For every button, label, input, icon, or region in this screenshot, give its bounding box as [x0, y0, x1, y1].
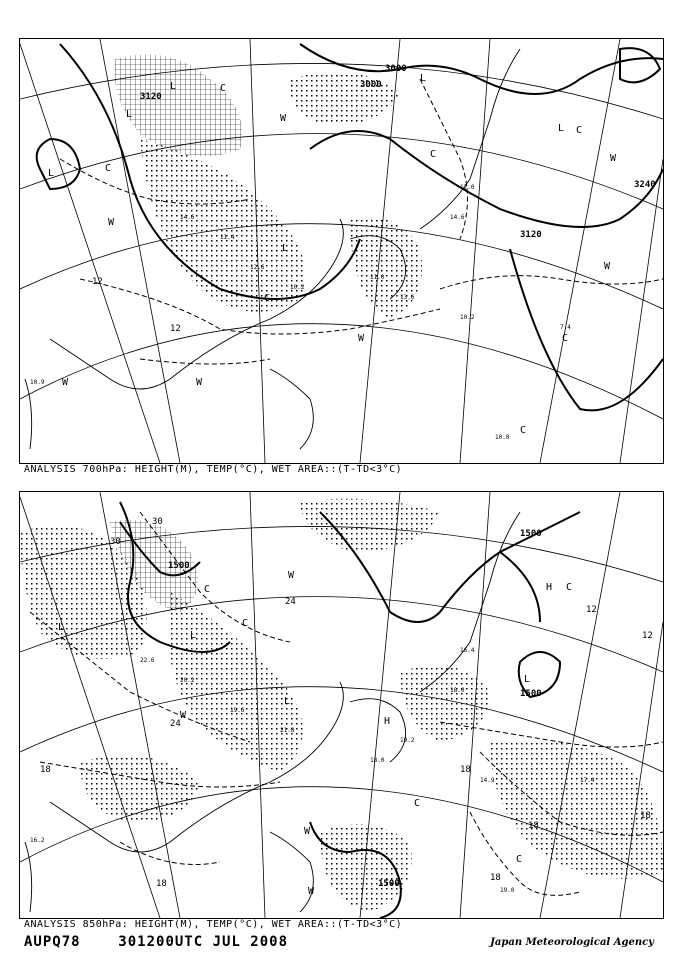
temp-label: 30: [110, 537, 121, 547]
svg-text:10.9: 10.9: [30, 379, 45, 386]
svg-text:10.0: 10.0: [495, 434, 510, 441]
map-panel-700hpa: [19, 38, 664, 464]
low-center: L: [126, 109, 133, 120]
svg-text:20.2: 20.2: [180, 677, 195, 684]
warm-center: W: [280, 113, 287, 124]
warm-center: W: [308, 886, 315, 897]
map-700hpa-canvas: [20, 39, 663, 463]
svg-text:16.4: 16.4: [460, 647, 475, 654]
warm-center: W: [358, 333, 365, 344]
low-center: L: [58, 622, 65, 633]
svg-text:22.6: 22.6: [140, 657, 155, 664]
svg-text:11.4: 11.4: [220, 234, 235, 241]
low-center: L: [420, 73, 427, 84]
warm-center: W: [610, 153, 617, 164]
map-panel-850hpa: [19, 491, 664, 919]
svg-text:12.6: 12.6: [250, 264, 265, 271]
low-center: L: [284, 696, 291, 707]
warm-center: W: [180, 710, 187, 721]
temp-label: 12: [642, 631, 653, 641]
low-center: L: [282, 243, 289, 254]
svg-text:17.4: 17.4: [580, 777, 595, 784]
temp-labels: [92, 277, 181, 334]
pressure-centers: [48, 73, 617, 436]
svg-text:14.6: 14.6: [180, 214, 195, 221]
warm-center: W: [304, 826, 311, 837]
warm-center: W: [288, 570, 295, 581]
high-center: H: [384, 716, 391, 727]
svg-text:11.0: 11.0: [370, 274, 385, 281]
svg-text:18.0: 18.0: [450, 687, 465, 694]
svg-text:14.9: 14.9: [480, 777, 495, 784]
low-center: L: [190, 630, 197, 641]
svg-text:19.0: 19.0: [500, 887, 515, 894]
map-850hpa-canvas: [20, 492, 663, 918]
height-label: 3000: [385, 64, 407, 74]
cold-center: C: [220, 83, 227, 94]
height-label: 1500: [520, 529, 542, 539]
cold-center: C: [576, 125, 583, 136]
cold-center: C: [562, 333, 569, 344]
cold-center: C: [516, 854, 523, 865]
height-label: 3000: [360, 80, 382, 90]
cold-center: C: [566, 582, 573, 593]
warm-center: W: [62, 377, 69, 388]
height-label: 1500: [520, 689, 542, 699]
high-center: H: [546, 582, 553, 593]
height-label: 3120: [520, 230, 542, 240]
svg-text:13.6: 13.6: [400, 294, 415, 301]
svg-text:19.6: 19.6: [230, 707, 245, 714]
low-center: L: [48, 168, 55, 179]
agency-credit: Japan Meteorological Agency: [490, 937, 654, 948]
svg-text:10.2: 10.2: [460, 314, 475, 321]
temp-label: 18: [40, 765, 51, 775]
svg-text:21.8: 21.8: [280, 727, 295, 734]
panel-caption-700hpa: ANALYSIS 700hPa: HEIGHT(M), TEMP(°C), WET AREA::(T-TD<3°C): [24, 464, 403, 475]
cold-center: C: [242, 618, 249, 629]
temp-label: 12: [586, 605, 597, 615]
cold-center: C: [520, 425, 527, 436]
cold-center: C: [204, 584, 211, 595]
height-label: 3240: [634, 180, 656, 190]
low-center: L: [524, 674, 531, 685]
cold-center: C: [264, 293, 271, 304]
temp-label: 12: [92, 277, 103, 287]
svg-text:7.4: 7.4: [560, 324, 571, 331]
product-code: AUPQ78: [24, 934, 81, 950]
svg-text:10.2: 10.2: [290, 284, 305, 291]
temp-label: 18: [528, 821, 539, 831]
svg-text:19.2: 19.2: [400, 737, 415, 744]
svg-text:18.0: 18.0: [370, 757, 385, 764]
svg-text:16.2: 16.2: [30, 837, 45, 844]
low-center: L: [558, 123, 565, 134]
cold-center: C: [105, 163, 112, 174]
height-label: 1500: [168, 561, 190, 571]
temp-label: 30: [152, 517, 163, 527]
low-center: L: [170, 81, 177, 92]
cold-center: C: [430, 149, 437, 160]
valid-time: 301200UTC JUL 2008: [118, 934, 289, 950]
wet-areas: [20, 499, 663, 912]
height-label: 1500: [378, 879, 400, 889]
temp-label: 18: [460, 765, 471, 775]
warm-center: W: [196, 377, 203, 388]
product-header: [24, 934, 288, 950]
svg-text:12.0: 12.0: [460, 184, 475, 191]
svg-text:14.6: 14.6: [450, 214, 465, 221]
temp-label: 24: [170, 719, 181, 729]
temp-label: 18: [156, 879, 167, 889]
warm-center: W: [108, 217, 115, 228]
height-label: 3120: [140, 92, 162, 102]
panel-caption-850hpa: ANALYSIS 850hPa: HEIGHT(M), TEMP(°C), WET AREA::(T-TD<3°C): [24, 919, 403, 930]
cold-center: C: [414, 798, 421, 809]
temp-label: 12: [170, 324, 181, 334]
temp-label: 24: [285, 597, 296, 607]
temp-label: 18: [490, 873, 501, 883]
warm-center: W: [604, 261, 611, 272]
temp-label: 18: [640, 811, 651, 821]
